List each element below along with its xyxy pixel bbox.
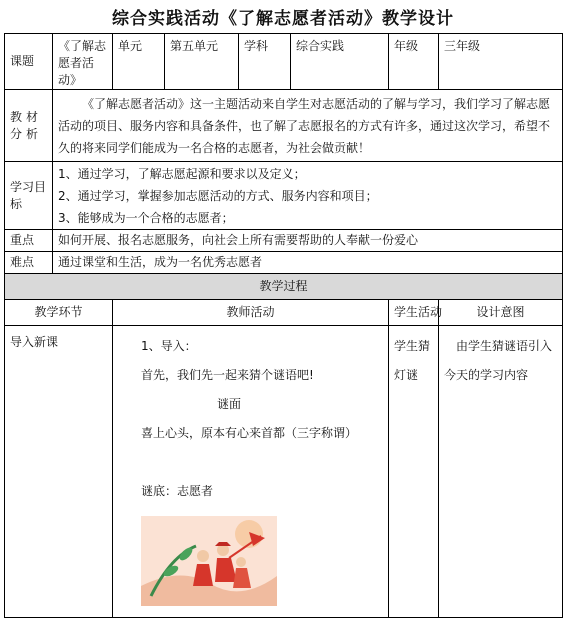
process-header: 教学过程 <box>5 274 563 300</box>
goal-item: 1、通过学习，了解志愿起源和要求以及定义； <box>58 166 306 181</box>
column-teacher: 教师活动 <box>113 300 389 326</box>
column-student: 学生活动 <box>389 300 439 326</box>
teacher-line: 首先，我们先一起来猜个谜语吧! <box>141 368 314 382</box>
unit-label: 单元 <box>113 34 165 90</box>
topic-label: 课题 <box>5 34 53 90</box>
analysis-label: 教材分析 <box>5 90 53 162</box>
teacher-line: 谜面 <box>217 397 242 411</box>
teacher-line <box>141 448 383 477</box>
document-title: 综合实践活动《了解志愿者活动》教学设计 <box>112 9 454 29</box>
goal-item: 2、通过学习，掌握参加志愿活动的方式、服务内容和项目； <box>58 188 378 203</box>
teacher-line: 1、导入： <box>141 339 197 353</box>
stage-cell: 导入新课 <box>5 326 113 618</box>
lesson-plan-table <box>4 33 563 618</box>
teacher-line: 谜底：志愿者 <box>141 484 214 498</box>
subject-value: 综合实践 <box>291 34 389 90</box>
goals-list <box>53 162 563 230</box>
design-intent-cell: 由学生猜谜语引入今天的学习内容 <box>439 326 563 618</box>
column-intent: 设计意图 <box>439 300 563 326</box>
student-activity-cell: 学生猜灯谜 <box>389 326 439 618</box>
difficulty-text: 通过课堂和生活，成为一名优秀志愿者 <box>53 252 563 274</box>
teacher-line: 喜上心头，原本有心来首都（三字称谓） <box>141 426 358 440</box>
difficulty-label: 难点 <box>5 252 53 274</box>
analysis-text: 《了解志愿者活动》这一主题活动来自学生对志愿活动的了解与学习，我们学习了解志愿活动的项目、服务内容和具备条件，也了解了志愿报名的方式有许多，通过这次学习，希望不久的将来同学们能成为一名合格的志愿者，为社会做贡献！ <box>53 90 563 162</box>
key-label: 重点 <box>5 230 53 252</box>
goal-item: 3、能够成为一个合格的志愿者； <box>58 210 234 225</box>
subject-label: 学科 <box>239 34 291 90</box>
teacher-activity-cell <box>113 326 389 618</box>
column-stage: 教学环节 <box>5 300 113 326</box>
grade-value: 三年级 <box>439 34 563 90</box>
key-text: 如何开展、报名志愿服务，向社会上所有需要帮助的人奉献一份爱心 <box>53 230 563 252</box>
goals-label: 学习目标 <box>5 162 53 230</box>
grade-label: 年级 <box>389 34 439 90</box>
unit-value: 第五单元 <box>165 34 239 90</box>
topic-value: 《了解志愿者活动》 <box>53 34 113 90</box>
